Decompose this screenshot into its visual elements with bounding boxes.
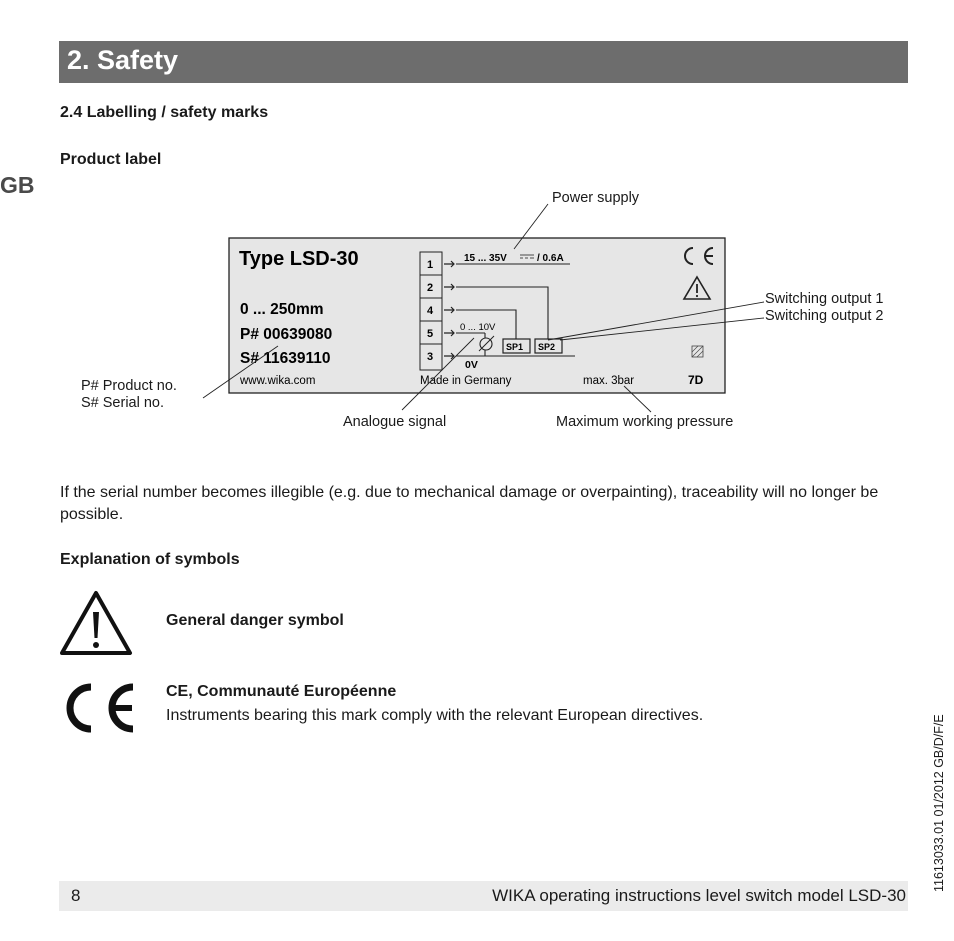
- label-code: 7D: [688, 373, 704, 387]
- document-id: 11613033.01 01/2012 GB/D/F/E: [932, 714, 946, 892]
- label-website: www.wika.com: [240, 375, 316, 387]
- callout-product-no: P# Product no.: [81, 378, 177, 394]
- product-label-heading: Product label: [60, 151, 162, 168]
- terminal-2: 2: [427, 282, 434, 294]
- callout-serial-no: S# Serial no.: [81, 395, 165, 411]
- callout-max-working-pressure: Maximum working pressure: [556, 414, 734, 430]
- symbols-heading: Explanation of symbols: [60, 551, 240, 568]
- label-made-in: Made in Germany: [420, 375, 512, 387]
- ce-icon: [60, 682, 136, 734]
- terminal-1: 1: [427, 259, 434, 271]
- sp2-label: SP2: [538, 342, 556, 352]
- label-type: Type LSD-30: [239, 248, 359, 270]
- page-number: 8: [71, 886, 81, 905]
- terminal-4: 4: [427, 305, 434, 317]
- subsection-title: 2.4 Labelling / safety marks: [60, 104, 269, 121]
- section-title: 2. Safety: [67, 45, 179, 75]
- section-header: [59, 41, 908, 83]
- sp1-label: SP1: [506, 342, 524, 352]
- general-danger-icon: [58, 588, 134, 658]
- label-serial-no: S# 11639110: [240, 350, 331, 367]
- callout-switching-output-2: Switching output 2: [765, 308, 884, 324]
- ce-symbol-title: CE, Communauté Européenne: [166, 683, 397, 700]
- terminal-5: 5: [427, 328, 434, 340]
- label-max-pressure: max. 3bar: [583, 375, 635, 387]
- zero-volt: 0V: [465, 359, 478, 371]
- footer-title: WIKA operating instructions level switch model LSD-30: [492, 886, 906, 905]
- label-product-no: P# 00639080: [240, 326, 333, 343]
- traceability-paragraph: If the serial number becomes illegible (e.g. due to mechanical damage or overpainting), traceability will no longer be possible.: [60, 484, 879, 523]
- ce-symbol-description: Instruments bearing this mark comply with the relevant European directives.: [166, 707, 704, 724]
- label-range: 0 ... 250mm: [240, 301, 324, 318]
- supply-voltage: 15 ... 35V: [464, 253, 507, 264]
- supply-current: / 0.6A: [537, 253, 564, 264]
- danger-symbol-title: General danger symbol: [166, 612, 344, 629]
- terminal-3: 3: [427, 351, 434, 363]
- callout-power-supply: Power supply: [552, 190, 640, 206]
- analog-range: 0 ... 10V: [460, 322, 496, 333]
- callout-analogue-signal: Analogue signal: [343, 414, 447, 430]
- callout-switching-output-1: Switching output 1: [765, 291, 884, 307]
- terminal-strip: [420, 252, 442, 370]
- language-code: GB: [0, 172, 35, 198]
